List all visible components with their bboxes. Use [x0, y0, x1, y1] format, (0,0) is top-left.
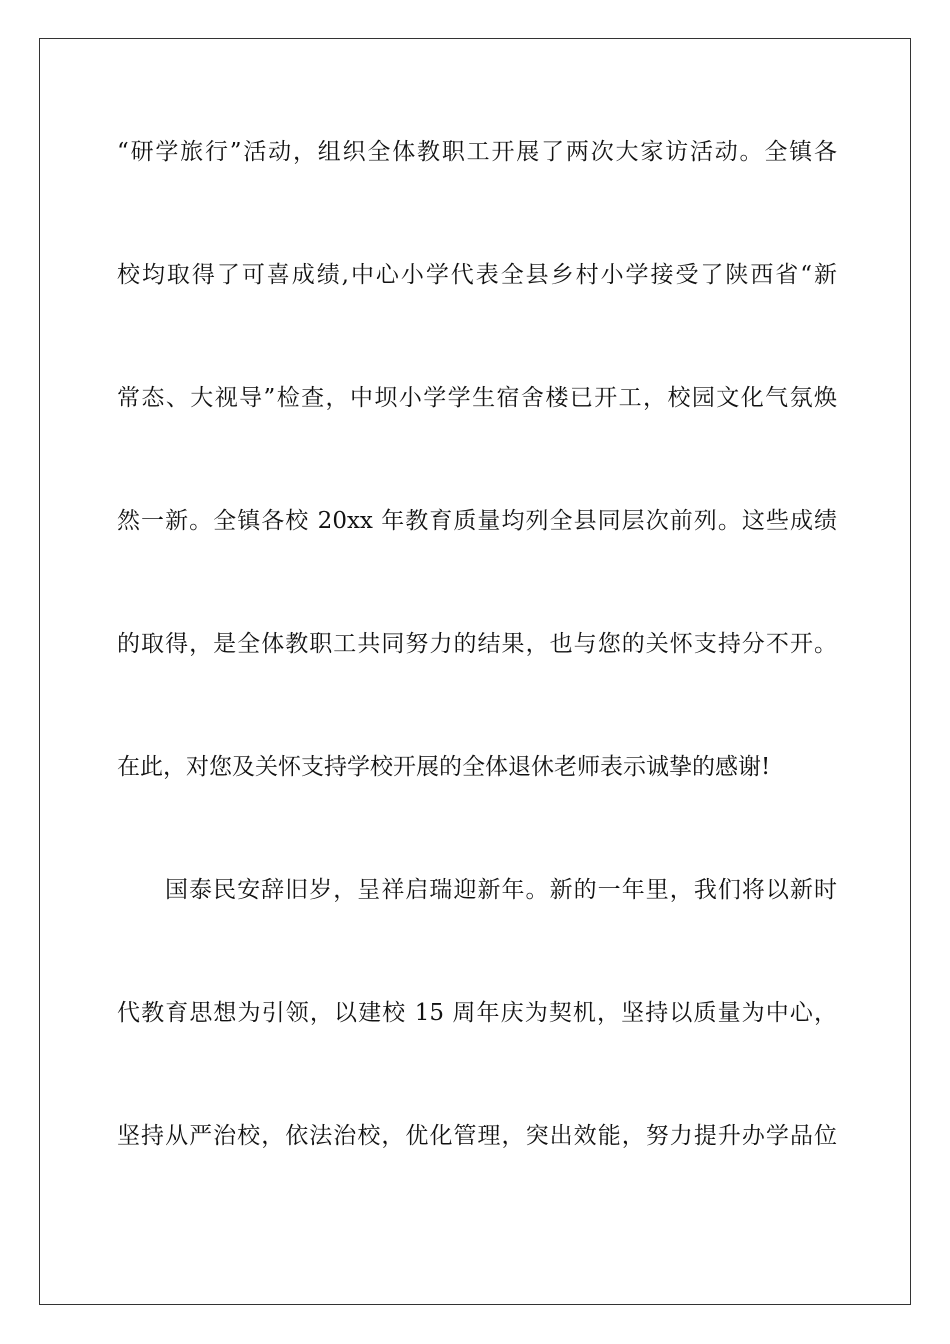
paragraph-line: 国泰民安辞旧岁，呈祥启瑞迎新年。新的一年里，我们将以新时	[165, 877, 837, 903]
page-border	[39, 38, 911, 1305]
paragraph-line: 校均取得了可喜成绩,中心小学代表全县乡村小学接受了陕西省“新	[117, 262, 837, 288]
paragraph-line: 代教育思想为引领，以建校 15 周年庆为契机，坚持以质量为中心，	[117, 1000, 837, 1026]
paragraph-line: “研学旅行”活动，组织全体教职工开展了两次大家访活动。全镇各	[117, 139, 837, 165]
paragraph-line: 常态、大视导”检查，中坝小学学生宿舍楼已开工，校园文化气氛焕	[117, 385, 837, 411]
paragraph-line: 在此，对您及关怀支持学校开展的全体退休老师表示诚挚的感谢!	[117, 754, 771, 780]
paragraph-line: 坚持从严治校，依法治校，优化管理，突出效能，努力提升办学品位	[117, 1123, 837, 1149]
paragraph-line: 然一新。全镇各校 20xx 年教育质量均列全县同层次前列。这些成绩	[117, 508, 837, 534]
paragraph-line: 的取得，是全体教职工共同努力的结果，也与您的关怀支持分不开。	[117, 631, 837, 657]
